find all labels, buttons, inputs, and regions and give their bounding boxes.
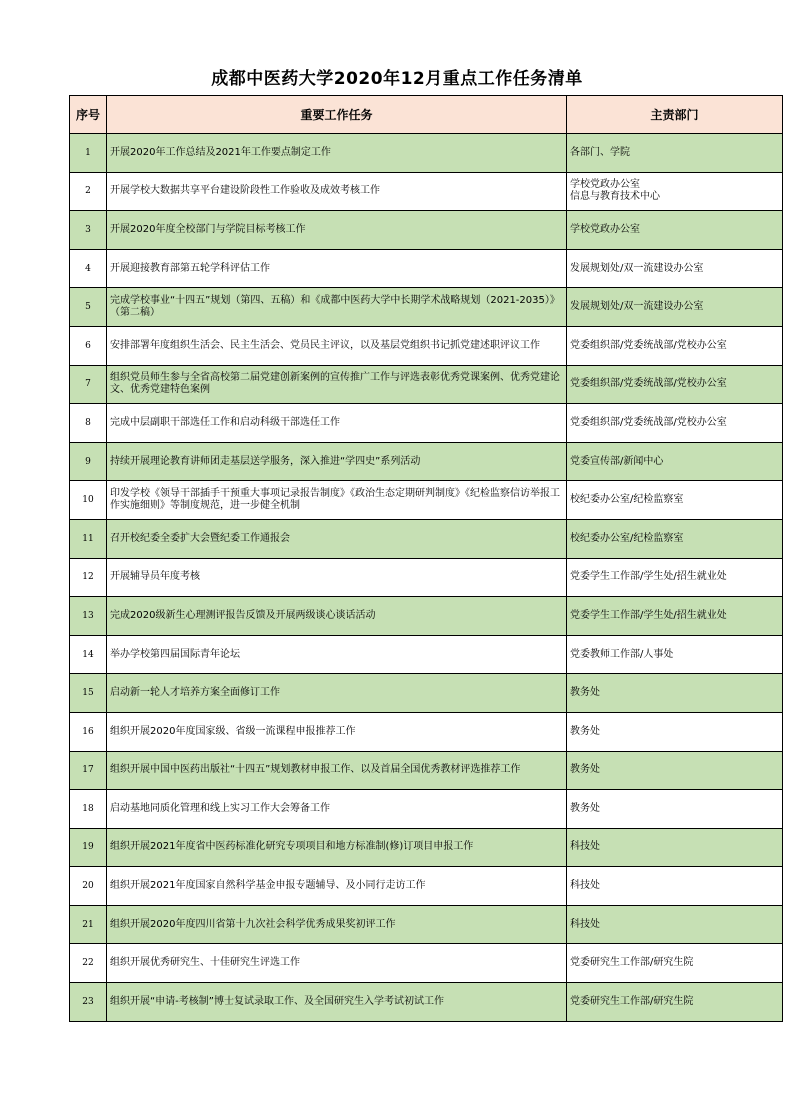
row-dept: 学校党政办公室 — [567, 211, 783, 250]
table-row — [70, 712, 783, 751]
row-dept: 党委学生工作部/学生处/招生就业处 — [567, 558, 783, 597]
row-task: 组织开展2020年度四川省第十九次社会科学优秀成果奖初评工作 — [107, 905, 567, 944]
row-dept: 科技处 — [567, 828, 783, 867]
row-number: 21 — [70, 905, 107, 944]
row-task: 组织开展“申请-考核制”博士复试录取工作、及全国研究生入学考试初试工作 — [107, 983, 567, 1022]
row-number: 17 — [70, 751, 107, 790]
table-row — [70, 751, 783, 790]
row-number: 12 — [70, 558, 107, 597]
row-task: 完成学校事业“十四五”规划（第四、五稿）和《成都中医药大学中长期学术战略规划（2021-2035）》（第二稿） — [107, 288, 567, 327]
task-table — [69, 95, 783, 1022]
table-row — [70, 905, 783, 944]
row-dept: 科技处 — [567, 867, 783, 906]
row-task: 完成中层副职干部选任工作和启动科级干部选任工作 — [107, 404, 567, 443]
row-number: 22 — [70, 944, 107, 983]
table-row — [70, 326, 783, 365]
row-dept: 发展规划处/双一流建设办公室 — [567, 288, 783, 327]
table-row — [70, 288, 783, 327]
row-number: 3 — [70, 211, 107, 250]
row-dept: 教务处 — [567, 712, 783, 751]
header-dept: 主责部门 — [567, 96, 783, 134]
table-row — [70, 597, 783, 636]
row-number: 13 — [70, 597, 107, 636]
row-task: 开展迎接教育部第五轮学科评估工作 — [107, 249, 567, 288]
row-task: 启动新一轮人才培养方案全面修订工作 — [107, 674, 567, 713]
row-task: 组织开展中国中医药出版社“十四五”规划教材申报工作、以及首届全国优秀教材评选推荐工作 — [107, 751, 567, 790]
table-body — [70, 134, 783, 1022]
row-dept: 党委研究生工作部/研究生院 — [567, 944, 783, 983]
row-number: 15 — [70, 674, 107, 713]
table-row — [70, 249, 783, 288]
row-number: 5 — [70, 288, 107, 327]
row-task: 组织党员师生参与全省高校第二届党建创新案例的宣传推广工作与评选表彰优秀党课案例、优秀党建论文、优秀党建特色案例 — [107, 365, 567, 404]
table-row — [70, 790, 783, 829]
table-row — [70, 635, 783, 674]
row-task: 组织开展2020年度国家级、省级一流课程申报推荐工作 — [107, 712, 567, 751]
row-dept: 党委组织部/党委统战部/党校办公室 — [567, 404, 783, 443]
row-dept: 教务处 — [567, 751, 783, 790]
row-task: 持续开展理论教育讲师团走基层送学服务，深入推进“学四史”系列活动 — [107, 442, 567, 481]
table-row — [70, 828, 783, 867]
table-row — [70, 944, 783, 983]
row-dept: 党委教师工作部/人事处 — [567, 635, 783, 674]
row-number: 20 — [70, 867, 107, 906]
row-task: 举办学校第四届国际青年论坛 — [107, 635, 567, 674]
row-task: 组织开展2021年度国家自然科学基金申报专题辅导、及小同行走访工作 — [107, 867, 567, 906]
header-num: 序号 — [70, 96, 107, 134]
table-row — [70, 674, 783, 713]
row-dept: 党委宣传部/新闻中心 — [567, 442, 783, 481]
row-task: 印发学校《领导干部插手干预重大事项记录报告制度》《政治生态定期研判制度》《纪检监察信访举报工作实施细则》等制度规范，进一步健全机制 — [107, 481, 567, 520]
row-dept: 教务处 — [567, 790, 783, 829]
row-dept: 各部门、学院 — [567, 134, 783, 173]
page-title: 成都中医药大学2020年12月重点工作任务清单 — [211, 69, 583, 89]
row-dept: 党委组织部/党委统战部/党校办公室 — [567, 365, 783, 404]
row-number: 8 — [70, 404, 107, 443]
table-row — [70, 481, 783, 520]
header-task: 重要工作任务 — [107, 96, 567, 134]
table-row — [70, 867, 783, 906]
row-number: 19 — [70, 828, 107, 867]
table-row — [70, 134, 783, 173]
row-number: 18 — [70, 790, 107, 829]
row-dept: 校纪委办公室/纪检监察室 — [567, 519, 783, 558]
row-dept: 科技处 — [567, 905, 783, 944]
row-dept: 党委研究生工作部/研究生院 — [567, 983, 783, 1022]
row-task: 安排部署年度组织生活会、民主生活会、党员民主评议，以及基层党组织书记抓党建述职评议工作 — [107, 326, 567, 365]
table-row — [70, 404, 783, 443]
table-row — [70, 172, 783, 211]
row-task: 开展2020年工作总结及2021年工作要点制定工作 — [107, 134, 567, 173]
row-task: 召开校纪委全委扩大会暨纪委工作通报会 — [107, 519, 567, 558]
row-dept: 党委组织部/党委统战部/党校办公室 — [567, 326, 783, 365]
row-dept: 学校党政办公室 信息与教育技术中心 — [567, 172, 783, 211]
row-number: 23 — [70, 983, 107, 1022]
row-task: 组织开展优秀研究生、十佳研究生评选工作 — [107, 944, 567, 983]
table-row — [70, 211, 783, 250]
row-number: 1 — [70, 134, 107, 173]
row-number: 7 — [70, 365, 107, 404]
row-dept: 发展规划处/双一流建设办公室 — [567, 249, 783, 288]
row-number: 10 — [70, 481, 107, 520]
row-task: 组织开展2021年度省中医药标准化研究专项项目和地方标准制(修)订项目申报工作 — [107, 828, 567, 867]
table-header-row — [70, 96, 783, 134]
row-number: 4 — [70, 249, 107, 288]
row-task: 开展辅导员年度考核 — [107, 558, 567, 597]
table-row — [70, 519, 783, 558]
row-number: 14 — [70, 635, 107, 674]
row-number: 2 — [70, 172, 107, 211]
table-row — [70, 442, 783, 481]
table-row — [70, 558, 783, 597]
row-dept: 校纪委办公室/纪检监察室 — [567, 481, 783, 520]
row-number: 9 — [70, 442, 107, 481]
row-number: 16 — [70, 712, 107, 751]
row-dept: 教务处 — [567, 674, 783, 713]
table-row — [70, 983, 783, 1022]
table-row — [70, 365, 783, 404]
row-task: 启动基地同质化管理和线上实习工作大会筹备工作 — [107, 790, 567, 829]
row-task: 开展2020年度全校部门与学院目标考核工作 — [107, 211, 567, 250]
row-number: 6 — [70, 326, 107, 365]
row-number: 11 — [70, 519, 107, 558]
row-task: 完成2020级新生心理测评报告反馈及开展两级谈心谈话活动 — [107, 597, 567, 636]
row-task: 开展学校大数据共享平台建设阶段性工作验收及成效考核工作 — [107, 172, 567, 211]
row-dept: 党委学生工作部/学生处/招生就业处 — [567, 597, 783, 636]
